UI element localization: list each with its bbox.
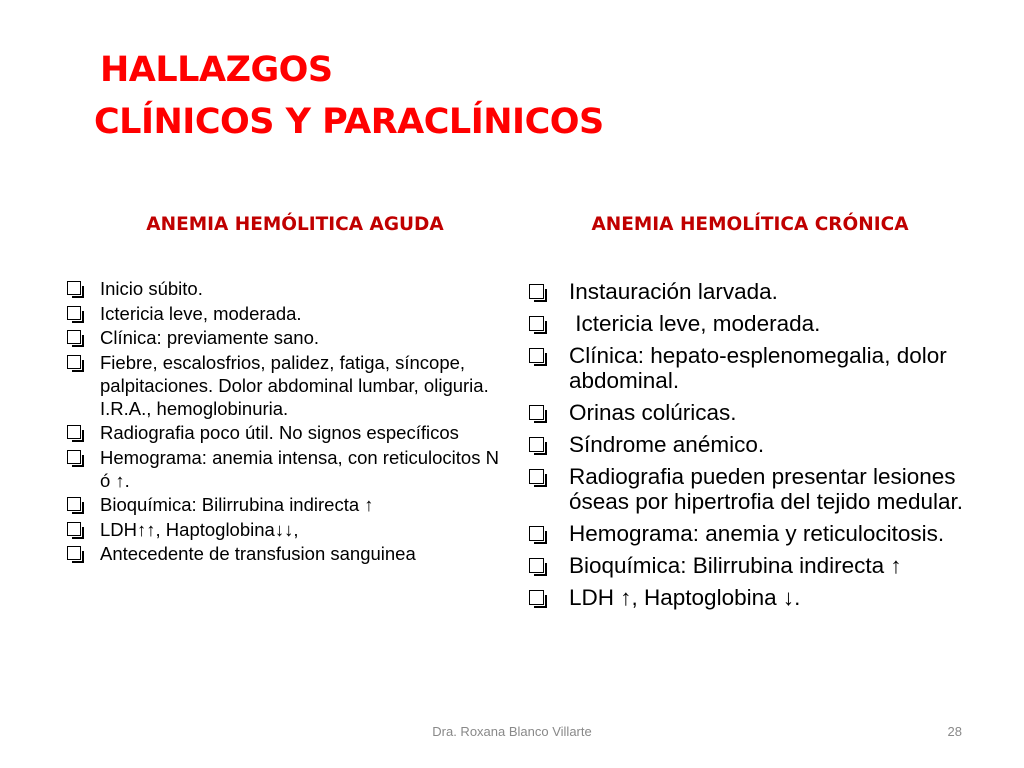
list-item-text: Clínica: hepato-esplenomegalia, dolor abdominal.: [569, 343, 947, 393]
list-item-text: Radiografia poco útil. No signos específicos: [100, 422, 459, 443]
list-item-text: Inicio súbito.: [100, 278, 203, 299]
checkbox-square-icon: [529, 590, 544, 605]
list-item-text: Fiebre, escalosfrios, palidez, fatiga, síncope, palpitaciones. Dolor abdominal lumbar, oliguria. I.R.A., hemoglobinuria.: [100, 351, 489, 419]
checkbox-square-icon: [67, 330, 81, 344]
list-item: [100, 493, 505, 516]
list-item-text: LDH ↑, Haptoglobina ↓.: [569, 585, 801, 610]
list-item: [569, 279, 964, 304]
list-item: [100, 542, 505, 565]
checkbox-square-icon: [67, 355, 81, 369]
list-item-text: Radiografia pueden presentar lesiones óseas por hipertrofia del tejido medular.: [569, 464, 963, 514]
checkbox-square-icon: [529, 469, 544, 484]
list-item-text: Antecedente de transfusion sanguinea: [100, 543, 416, 564]
list-item-text: Bioquímica: Bilirrubina indirecta ↑: [569, 553, 902, 578]
slide-title-line1: HALLAZGOS: [100, 50, 333, 90]
checkbox-square-icon: [67, 281, 81, 295]
list-item: [569, 343, 964, 393]
list-item: [100, 277, 505, 300]
list-item: [569, 432, 964, 457]
list-item-text: Hemograma: anemia y reticulocitosis.: [569, 521, 945, 546]
checkbox-square-icon: [67, 450, 81, 464]
list-item: [569, 400, 964, 425]
checkbox-square-icon: [67, 425, 81, 439]
checkbox-square-icon: [67, 546, 81, 560]
list-item-text: Orinas colúricas.: [569, 400, 737, 425]
list-item: [569, 521, 964, 546]
acute-findings-list: [100, 277, 505, 567]
checkbox-square-icon: [529, 284, 544, 299]
slide-title: [94, 44, 920, 148]
checkbox-square-icon: [529, 316, 544, 331]
list-item: [100, 326, 505, 349]
checkbox-square-icon: [529, 558, 544, 573]
list-item-text: Bioquímica: Bilirrubina indirecta ↑: [100, 494, 374, 515]
list-item-text: LDH↑↑, Haptoglobina↓↓,: [100, 518, 299, 540]
list-item-text: Hemograma: anemia intensa, con reticulocitos N ó ↑.: [100, 446, 499, 491]
checkbox-square-icon: [67, 497, 81, 511]
left-column-heading: ANEMIA HEMÓLITICA AGUDA: [146, 214, 444, 235]
list-item: [569, 464, 964, 514]
checkbox-square-icon: [67, 306, 81, 320]
list-item-text: Clínica: previamente sano.: [100, 327, 320, 348]
right-column-heading: ANEMIA HEMOLÍTICA CRÓNICA: [591, 214, 909, 235]
list-item-text: Ictericia leve, moderada.: [569, 311, 821, 336]
list-item: [569, 311, 964, 336]
list-item-text: Síndrome anémico.: [569, 432, 765, 457]
chronic-findings-list: [569, 279, 964, 617]
footer-author: Dra. Roxana Blanco Villarte: [432, 724, 592, 739]
list-item-text: Instauración larvada.: [569, 279, 778, 304]
list-item-text: Ictericia leve, moderada.: [100, 302, 302, 324]
list-item: [100, 518, 505, 541]
slide-title-line2: CLÍNICOS Y PARACLÍNICOS: [94, 102, 604, 142]
list-item: [569, 553, 964, 578]
checkbox-square-icon: [529, 348, 544, 363]
list-item: [100, 421, 505, 444]
checkbox-square-icon: [67, 522, 81, 536]
checkbox-square-icon: [529, 437, 544, 452]
checkbox-square-icon: [529, 405, 544, 420]
list-item: [569, 585, 964, 610]
page-number: 28: [947, 724, 962, 739]
list-item: [100, 351, 505, 420]
list-item: [100, 446, 505, 492]
checkbox-square-icon: [529, 526, 544, 541]
list-item: [100, 302, 505, 325]
